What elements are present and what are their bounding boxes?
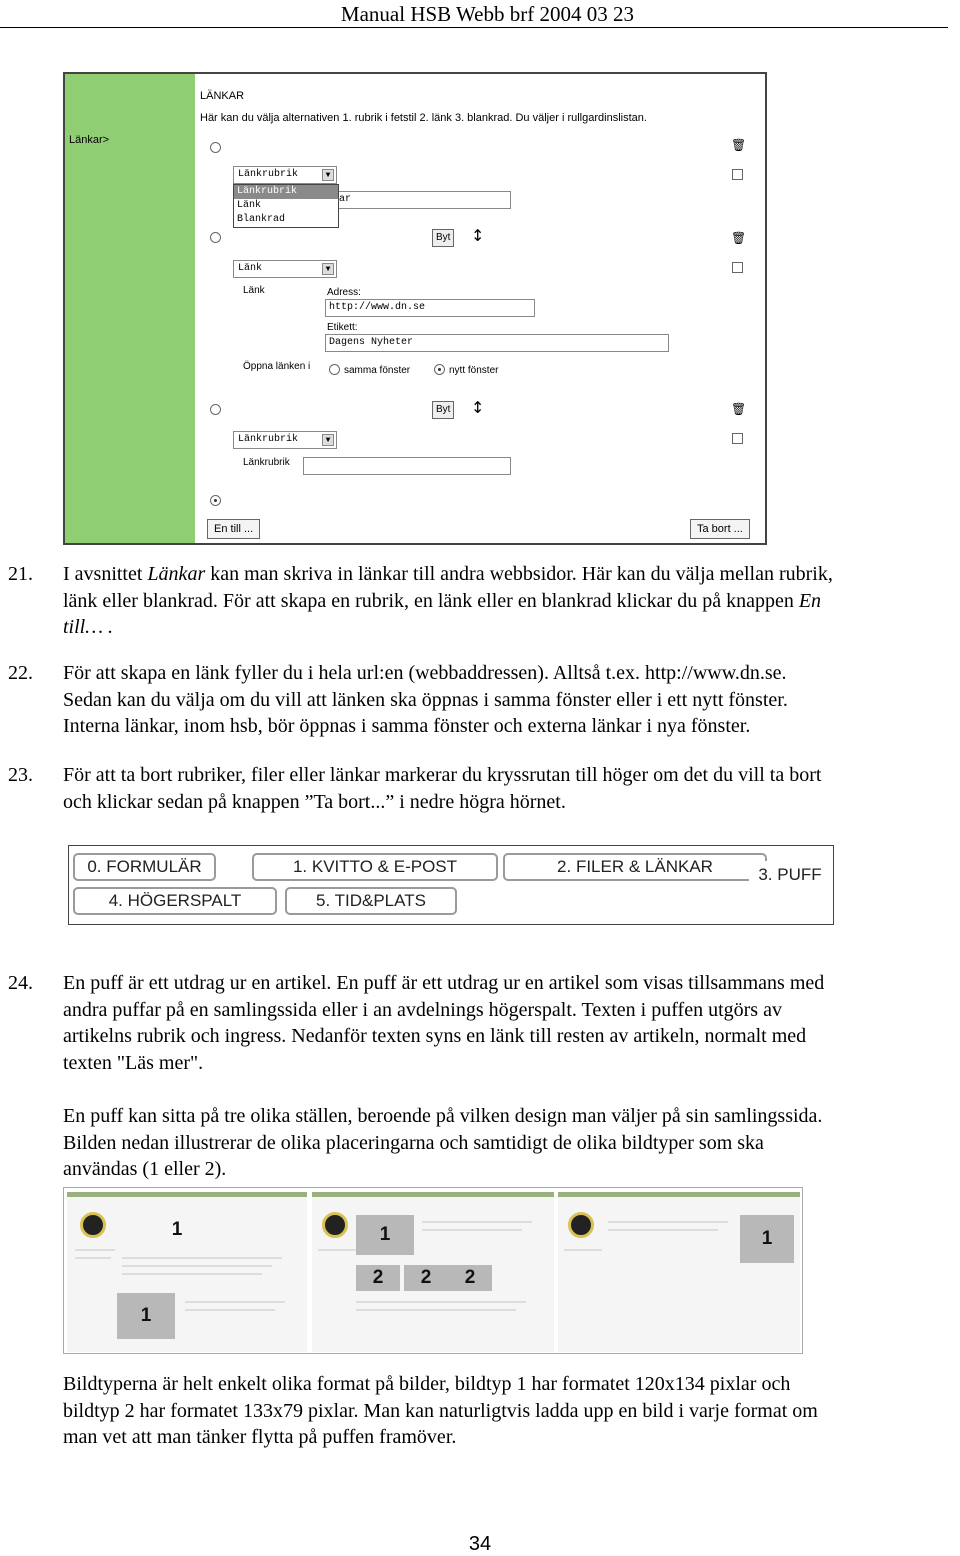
chevron-down-icon: ▼ xyxy=(322,263,334,275)
emphasis-links: Länkar xyxy=(147,563,206,585)
image-type-1-box: 1 xyxy=(740,1215,794,1263)
up-down-arrow-icon[interactable]: ↕ xyxy=(471,226,485,245)
layout-thumb-b xyxy=(312,1192,554,1352)
row3-radio[interactable] xyxy=(210,404,221,415)
tab-time-place[interactable]: 5. TID&PLATS xyxy=(285,887,457,915)
text-line xyxy=(122,1257,282,1259)
item-24-text xyxy=(63,970,953,1076)
text-run: länk eller blankrad. För att skapa en rubrik, en länk eller en blankrad klickar du på knappen xyxy=(63,589,799,612)
image-type-2-box: 2 xyxy=(356,1265,400,1291)
option-blank[interactable]: Blankrad xyxy=(237,214,286,225)
new-item-radio[interactable] xyxy=(210,495,221,506)
final-line-3: man vet att man tänker flytta på puffen framöver. xyxy=(63,1426,457,1448)
logo-icon xyxy=(80,1212,106,1238)
sidebar-item-links[interactable]: Länkar> xyxy=(69,134,110,146)
header-rule xyxy=(0,27,948,28)
open-in-label: Öppna länken i xyxy=(243,361,311,372)
tab-form[interactable]: 0. FORMULÄR xyxy=(73,853,216,881)
item-23-line-2: och klickar sedan på knappen ”Ta bort...” i nedre högra hörnet. xyxy=(63,790,566,813)
item-22-line-3: Interna länkar, inom hsb, bör öppnas i samma fönster och externa länkar i nya fönster. xyxy=(63,715,751,737)
add-more-button[interactable]: En till ... xyxy=(207,519,260,539)
tabs-screenshot xyxy=(68,845,834,925)
item-23-number: 23. xyxy=(8,764,33,786)
new-window-label: nytt fönster xyxy=(449,365,499,376)
page-number: 34 xyxy=(468,1533,492,1555)
item-22-number: 22. xyxy=(8,662,33,684)
item-21-line-2 xyxy=(63,588,953,615)
text-line xyxy=(422,1229,522,1231)
tab-files-links[interactable]: 2. FILER & LÄNKAR xyxy=(503,853,767,881)
item-24-p2-line-2: Bilden nedan illustrerar de olika placeringarna och samtidigt de olika bildtyper som ska xyxy=(63,1131,764,1154)
chevron-down-icon: ▼ xyxy=(322,434,334,446)
trash-icon[interactable]: 🗑 xyxy=(731,402,747,416)
row2-select-value: Länk xyxy=(238,263,263,274)
row3-text-field[interactable] xyxy=(303,457,511,475)
emphasis-button-name: En xyxy=(798,589,822,612)
swap-button[interactable]: Byt xyxy=(432,401,454,419)
item-24-p2-line-3: användas (1 eller 2). xyxy=(63,1158,227,1180)
delete-button[interactable]: Ta bort ... xyxy=(690,519,750,539)
row1-options-dropdown[interactable] xyxy=(233,184,339,228)
logo-icon xyxy=(568,1212,594,1238)
row2-type-label: Länk xyxy=(243,285,265,296)
item-24-line-4: texten "Läs mer". xyxy=(63,1051,204,1074)
address-input[interactable]: http://www.dn.se xyxy=(325,299,535,317)
label-label: Etikett: xyxy=(327,322,358,333)
editor-sidebar xyxy=(65,74,195,543)
emphasis-button-name: till… . xyxy=(63,616,114,638)
final-line-1: Bildtyperna är helt enkelt olika format på bilder, bildtyp 1 har formatet 120x134 pixlar och xyxy=(63,1373,791,1395)
chevron-down-icon: ▼ xyxy=(322,169,334,181)
item-23-line-1: För att ta bort rubriker, filer eller länkar markerar du kryssrutan till höger om det du vill ta bort xyxy=(63,764,822,786)
row1-radio[interactable] xyxy=(210,142,221,153)
layout-thumb-a xyxy=(67,1192,307,1352)
address-label: Adress: xyxy=(327,287,361,298)
tab-right-column[interactable]: 4. HÖGERSPALT xyxy=(73,887,277,915)
nav-line xyxy=(318,1249,356,1251)
item-23-text xyxy=(63,762,953,815)
item-24-p2-line-1: En puff kan sitta på tre olika ställen, beroende på vilken design man väljer på sin samlingssida. xyxy=(63,1105,823,1127)
text-run: I avsnittet xyxy=(63,563,148,585)
page-header xyxy=(0,0,960,30)
item-21-text xyxy=(63,561,953,641)
option-link[interactable]: Länk xyxy=(237,200,262,211)
item-21-line-1 xyxy=(63,561,953,588)
final-line-2: bildtyp 2 har formatet 133x79 pixlar. Man kan naturligtvis ladda upp en bild i varje format om xyxy=(63,1399,818,1422)
row3-type-label: Länkrubrik xyxy=(243,457,290,468)
row2-radio[interactable] xyxy=(210,232,221,243)
nav-line xyxy=(75,1257,111,1259)
image-types-paragraph xyxy=(63,1371,953,1451)
item-22-text xyxy=(63,660,953,740)
item-21-number: 21. xyxy=(8,563,33,585)
image-type-1-box: 1 xyxy=(356,1215,414,1255)
item-24-line-2: andra puffar på en samlingssida eller i an avdelnings högerspalt. Texten i puffen utgörs av xyxy=(63,998,782,1021)
tab-receipt-email[interactable]: 1. KVITTO & E-POST xyxy=(252,853,498,881)
option-link-heading[interactable]: Länkrubrik xyxy=(234,185,338,199)
up-down-arrow-icon[interactable]: ↕ xyxy=(471,398,485,417)
swap-button[interactable]: Byt xyxy=(432,229,454,247)
text-line xyxy=(185,1309,275,1311)
row2-type-select[interactable] xyxy=(233,260,337,278)
new-window-radio[interactable] xyxy=(434,364,445,375)
text-line xyxy=(185,1301,285,1303)
row1-select-value: Länkrubrik xyxy=(238,169,299,180)
row1-delete-checkbox[interactable] xyxy=(732,169,743,180)
item-22-line-1: För att skapa en länk fyller du i hela url:en (webbaddressen). Alltså t.ex. http://www.dn.se. xyxy=(63,662,787,684)
editor-main xyxy=(195,74,765,543)
text-line xyxy=(356,1301,526,1303)
item-24-line-3: artikelns rubrik och ingress. Nedanför texten syns en länk till resten av artikeln, normalt med xyxy=(63,1025,807,1047)
item-24-line-1: En puff är ett utdrag ur en artikel. En puff är ett utdrag ur en artikel som visas tillsammans med xyxy=(63,972,825,994)
text-run: kan man skriva in länkar till andra webbsidor. Här kan du välja mellan rubrik, xyxy=(205,563,833,585)
row1-text-field[interactable]: ar xyxy=(335,191,511,209)
image-type-1-label: 1 xyxy=(171,1219,183,1240)
text-line xyxy=(122,1273,262,1275)
item-24-number: 24. xyxy=(8,972,33,994)
row1-type-select[interactable] xyxy=(233,166,337,184)
image-type-2-box: 2 xyxy=(404,1265,448,1291)
text-line xyxy=(356,1309,516,1311)
image-type-1-box: 1 xyxy=(117,1293,175,1339)
same-window-radio[interactable] xyxy=(329,364,340,375)
text-line xyxy=(122,1265,272,1267)
puff-placement-illustration xyxy=(63,1187,803,1354)
text-line xyxy=(422,1221,532,1223)
row3-select-value: Länkrubrik xyxy=(238,434,299,445)
text-line xyxy=(608,1221,728,1223)
row3-type-select[interactable] xyxy=(233,431,337,449)
row2-delete-checkbox[interactable] xyxy=(732,262,743,273)
trash-icon[interactable]: 🗑 xyxy=(731,138,747,152)
text-line xyxy=(608,1229,718,1231)
section-instructions: Här kan du välja alternativen 1. rubrik i fetstil 2. länk 3. blankrad. Du väljer i rullgardinslistan. xyxy=(200,112,647,124)
label-input[interactable]: Dagens Nyheter xyxy=(325,334,669,352)
row3-delete-checkbox[interactable] xyxy=(732,433,743,444)
links-editor-screenshot xyxy=(63,72,767,545)
layout-thumb-c xyxy=(558,1192,800,1352)
trash-icon[interactable]: 🗑 xyxy=(731,231,747,245)
nav-line xyxy=(564,1249,602,1251)
section-heading: LÄNKAR xyxy=(200,90,245,102)
logo-icon xyxy=(322,1212,348,1238)
item-24-paragraph-2 xyxy=(63,1103,953,1183)
item-22-line-2: Sedan kan du välja om du vill att länken ska öppnas i samma fönster eller i ett nytt fönster. xyxy=(63,688,788,711)
same-window-label: samma fönster xyxy=(344,365,411,376)
item-21-line-3 xyxy=(63,614,953,641)
image-type-2-box: 2 xyxy=(448,1265,492,1291)
nav-line xyxy=(75,1249,115,1251)
tab-puff[interactable]: 3. PUFF xyxy=(749,861,831,889)
header-title: Manual HSB Webb brf 2004 03 23 xyxy=(340,2,634,26)
